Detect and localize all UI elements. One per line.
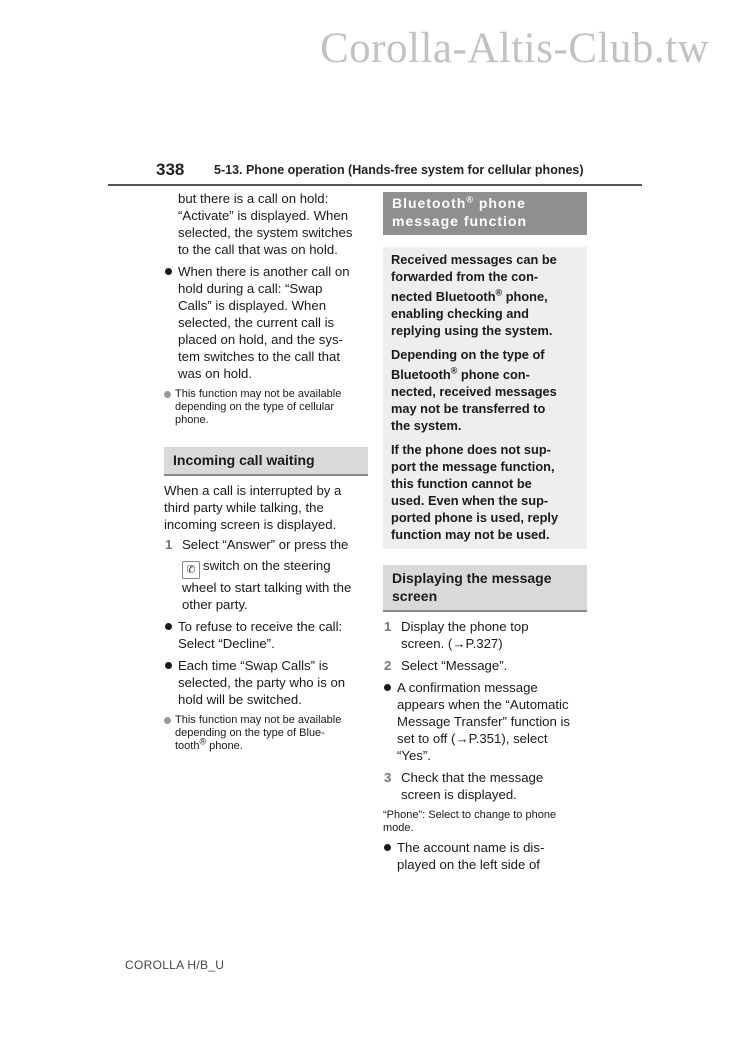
text-line: Bluetooth® phone con- bbox=[391, 365, 530, 382]
text-line: tooth® phone. bbox=[175, 736, 243, 752]
heading-line: message function bbox=[392, 213, 528, 229]
text-line: but there is a call on hold: bbox=[178, 191, 329, 206]
note-bullet-icon bbox=[164, 717, 171, 724]
text-line: The account name is dis- bbox=[397, 840, 545, 855]
info-paragraph-2 bbox=[391, 346, 579, 434]
text-line: selected, the current call is bbox=[178, 315, 335, 330]
text-line: wheel to start talking with the bbox=[182, 580, 352, 595]
text-line: port the message function, bbox=[391, 459, 555, 474]
heading-line: screen bbox=[392, 588, 438, 604]
right-column bbox=[383, 192, 587, 873]
step-number: 1 bbox=[165, 537, 173, 552]
bullet-swap-calls bbox=[164, 263, 368, 382]
registered-mark: ® bbox=[495, 287, 503, 298]
continued-bullet-text bbox=[164, 190, 368, 258]
heading-incoming-call-waiting: Incoming call waiting bbox=[164, 447, 368, 476]
step-1-display-phone bbox=[383, 618, 587, 652]
text-line: may not be transferred to bbox=[391, 401, 546, 416]
text-line: hold will be switched. bbox=[178, 692, 302, 707]
left-column bbox=[164, 190, 368, 753]
bullet-account-name bbox=[383, 839, 587, 873]
registered-mark: ® bbox=[199, 736, 207, 747]
text-line: A confirmation message bbox=[397, 680, 538, 695]
text-line: enabling checking and bbox=[391, 306, 529, 321]
intro-paragraph bbox=[164, 482, 368, 533]
text-line: played on the left side of bbox=[397, 857, 540, 872]
text-line: set to off (→P.351), select bbox=[397, 731, 548, 746]
text-line: “Yes”. bbox=[397, 748, 431, 763]
text-line: Select “Decline”. bbox=[178, 636, 275, 651]
heading-displaying-message-screen bbox=[383, 565, 587, 612]
text-line: Received messages can be bbox=[391, 252, 557, 267]
phone-switch-icon: ✆ bbox=[182, 561, 200, 579]
info-paragraph-3 bbox=[391, 441, 579, 543]
text-line: When there is another call on bbox=[178, 264, 350, 279]
heading-line: Displaying the message bbox=[392, 570, 552, 586]
text-line: placed on hold, and the sys- bbox=[178, 332, 343, 347]
text-line: Each time “Swap Calls” is bbox=[178, 658, 329, 673]
info-box bbox=[383, 247, 587, 549]
text-line: nected Bluetooth® phone, bbox=[391, 287, 548, 304]
step-1-answer bbox=[164, 536, 368, 613]
footer-model-code: COROLLA H/B_U bbox=[125, 958, 225, 972]
text-line: third party while talking, the bbox=[164, 500, 324, 515]
text-line: selected, the system switches bbox=[178, 225, 353, 240]
text-line: this function cannot be bbox=[391, 476, 532, 491]
text-line: was on hold. bbox=[178, 366, 253, 381]
text-line: ✆ switch on the steering bbox=[182, 557, 368, 579]
text-line: depending on the type of cellular bbox=[175, 401, 335, 413]
text-line: the system. bbox=[391, 418, 462, 433]
text-line: If the phone does not sup- bbox=[391, 442, 551, 457]
bullet-icon bbox=[165, 662, 172, 669]
note-cellular bbox=[164, 388, 368, 427]
note-bullet-icon bbox=[164, 391, 171, 398]
text-line: Calls” is displayed. When bbox=[178, 298, 327, 313]
text-line: to the call that was on hold. bbox=[178, 242, 338, 257]
text-line: Select “Answer” or press the bbox=[182, 537, 349, 552]
registered-mark: ® bbox=[466, 194, 474, 205]
bullet-icon bbox=[384, 844, 391, 851]
page-number: 338 bbox=[156, 160, 185, 179]
text-line: Message Transfer” function is bbox=[397, 714, 570, 729]
bullet-decline bbox=[164, 618, 368, 652]
text-line: tem switches to the call that bbox=[178, 349, 340, 364]
text-line: mode. bbox=[383, 822, 414, 834]
text-line: This function may not be available bbox=[175, 388, 342, 400]
note-bluetooth bbox=[164, 714, 368, 753]
text-line: Check that the message bbox=[401, 770, 544, 785]
text-line: To refuse to receive the call: bbox=[178, 619, 343, 634]
bullet-icon bbox=[165, 268, 172, 275]
step-3-check-screen bbox=[383, 769, 587, 803]
text-line: Display the phone top bbox=[401, 619, 529, 634]
heading-line: Bluetooth® phone bbox=[392, 194, 526, 211]
phone-mode-note bbox=[383, 809, 587, 835]
text-line: incoming screen is displayed. bbox=[164, 517, 337, 532]
step-2-select-message bbox=[383, 657, 587, 674]
text-line: When a call is interrupted by a bbox=[164, 483, 342, 498]
page-header bbox=[108, 160, 642, 186]
text-line: phone. bbox=[175, 414, 209, 426]
text-line: forwarded from the con- bbox=[391, 269, 539, 284]
bullet-confirmation bbox=[383, 679, 587, 764]
heading-bluetooth-message-function bbox=[383, 192, 587, 235]
text-line: ported phone is used, reply bbox=[391, 510, 559, 525]
text-line: replying using the system. bbox=[391, 323, 553, 338]
text-line: other party. bbox=[182, 597, 248, 612]
registered-mark: ® bbox=[450, 365, 458, 376]
info-paragraph-1 bbox=[391, 251, 579, 339]
text-line: This function may not be available bbox=[175, 714, 342, 726]
text-line: “Activate” is displayed. When bbox=[178, 208, 349, 223]
text-line: Select “Message”. bbox=[401, 658, 508, 673]
bullet-icon bbox=[165, 623, 172, 630]
bullet-swap-party bbox=[164, 657, 368, 708]
watermark: Corolla-Altis-Club.tw bbox=[320, 25, 710, 72]
text-line: depending on the type of Blue- bbox=[175, 727, 325, 739]
section-title: 5-13. Phone operation (Hands-free system for cellular phones) bbox=[214, 163, 584, 177]
step-number: 2 bbox=[384, 658, 392, 673]
step-number: 1 bbox=[384, 619, 392, 634]
text-line: hold during a call: “Swap bbox=[178, 281, 323, 296]
text-line: appears when the “Automatic bbox=[397, 697, 569, 712]
text-line: nected, received messages bbox=[391, 384, 557, 399]
text-line: screen is displayed. bbox=[401, 787, 517, 802]
text-line: function may not be used. bbox=[391, 527, 550, 542]
step-number: 3 bbox=[384, 770, 392, 785]
text-line: screen. (→P.327) bbox=[401, 636, 503, 651]
text-line: used. Even when the sup- bbox=[391, 493, 549, 508]
text-line: selected, the party who is on bbox=[178, 675, 346, 690]
bullet-icon bbox=[384, 684, 391, 691]
text-line: Depending on the type of bbox=[391, 347, 545, 362]
text-line: “Phone”: Select to change to phone bbox=[383, 809, 557, 821]
